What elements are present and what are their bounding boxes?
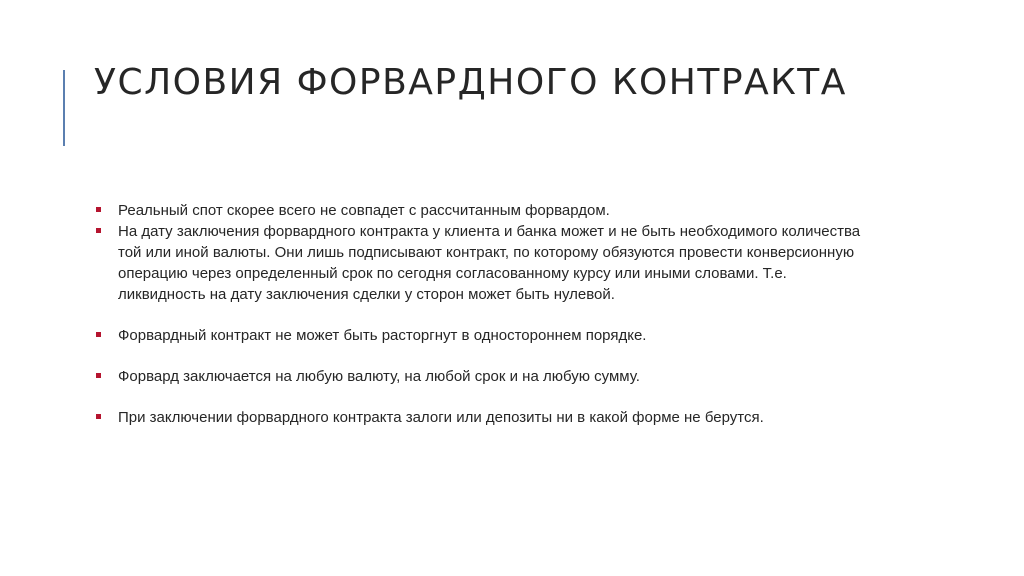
bullet-line: При заключении форвардного контракта залоги или депозиты ни в какой форме не берутся. [118, 409, 764, 426]
bullet-item-2 [96, 221, 976, 305]
bullet-item-4 [96, 366, 976, 387]
bullet-text [118, 325, 976, 346]
bullet-item-1 [96, 200, 976, 221]
bullet-square-icon [96, 414, 101, 419]
bullet-line: той или иной валюты. Они лишь подписывают контракт, по которому обязуются провести конверсионную [118, 244, 855, 261]
bullet-square-icon [96, 332, 101, 337]
bullet-text [118, 366, 976, 387]
title-accent-line [63, 70, 65, 146]
bullet-item-5 [96, 407, 976, 428]
slide-title: УСЛОВИЯ ФОРВАРДНОГО КОНТРАКТА [94, 62, 847, 103]
bullet-line: операцию через определенный срок по сегодня согласованному курсу или иными словами. Т.е. [118, 265, 787, 282]
bullet-text [118, 221, 976, 305]
bullet-line: Форвард заключается на любую валюту, на любой срок и на любую сумму. [118, 368, 640, 385]
slide-content [96, 200, 976, 428]
bullet-item-3 [96, 325, 976, 346]
bullet-text [118, 200, 976, 221]
bullet-square-icon [96, 207, 101, 212]
bullet-line: Форвардный контракт не может быть расторгнут в одностороннем порядке. [118, 327, 647, 344]
bullet-text [118, 407, 976, 428]
bullet-line: На дату заключения форвардного контракта у клиента и банка может и не быть необходимого количества [118, 223, 861, 240]
bullet-line: ликвидность на дату заключения сделки у сторон может быть нулевой. [118, 286, 615, 303]
bullet-line: Реальный спот скорее всего не совпадет с рассчитанным форвардом. [118, 202, 610, 219]
bullet-square-icon [96, 228, 101, 233]
bullet-list [96, 200, 976, 428]
bullet-square-icon [96, 373, 101, 378]
